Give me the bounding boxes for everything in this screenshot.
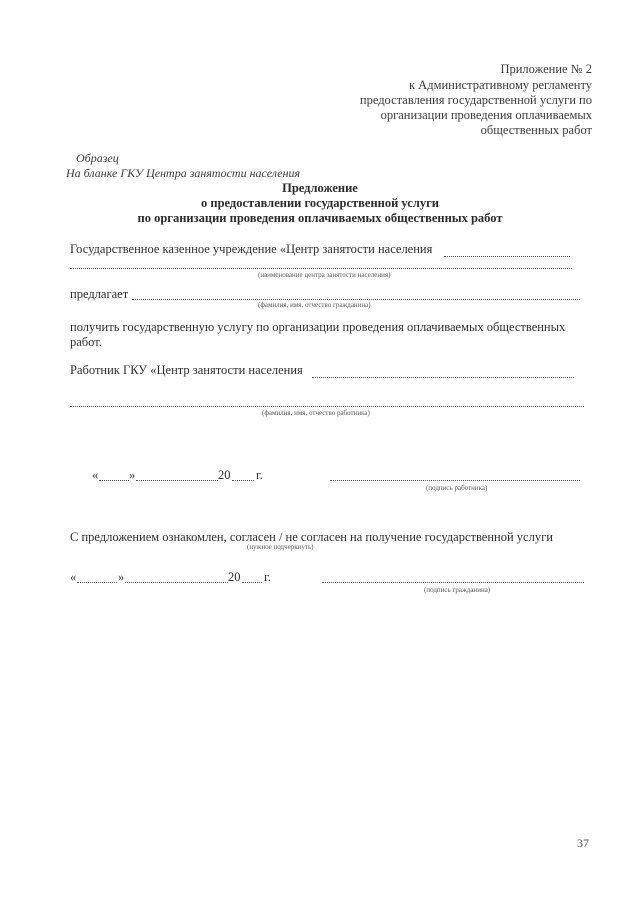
date-quote-close: » (129, 468, 136, 482)
date-year-line (232, 480, 254, 481)
sample-label: Образец (76, 151, 119, 165)
date-quote-open: « (92, 468, 99, 482)
institution-name-line (444, 256, 570, 257)
date-quote-close: » (118, 570, 125, 584)
worker-caption: (фамилия, имя, отчество работника) (262, 409, 370, 417)
appendix-reference: к Административному регламенту (408, 78, 592, 92)
letterhead-note: На бланке ГКУ Центра занятости населения (66, 166, 301, 180)
document-subtitle: о предоставлении государственной услуги (201, 196, 439, 210)
service-text: работ. (70, 335, 102, 349)
document-subtitle: по организации проведения оплачиваемых общественных работ (137, 211, 503, 225)
appendix-reference: предоставления государственной услуги по (359, 93, 592, 107)
institution-name-line (70, 268, 572, 269)
date-year-line (242, 582, 262, 583)
citizen-name-line (132, 299, 580, 300)
date-quote-open: « (70, 570, 77, 584)
service-text: получить государственную услугу по организации проведения оплачиваемых общественных (70, 320, 566, 334)
appendix-reference: общественных работ (480, 123, 592, 137)
worker-name-line (70, 406, 584, 407)
date-year-prefix: 20 (218, 468, 231, 482)
worker-signature-caption: (подпись работника) (426, 484, 488, 492)
agreement-caption: (нужное подчеркнуть) (247, 543, 314, 551)
date-year-suffix: г. (256, 468, 263, 482)
date-day-line (77, 582, 117, 583)
date-day-line (99, 480, 129, 481)
worker-signature-line (330, 480, 580, 481)
offers-label: предлагает (70, 287, 129, 301)
institution-text: Государственное казенное учреждение «Центр занятости населения (70, 242, 433, 256)
page-number: 37 (577, 836, 589, 850)
citizen-signature-caption: (подпись гражданина) (424, 586, 491, 594)
worker-text: Работник ГКУ «Центр занятости населения (70, 363, 303, 377)
agreement-text: С предложением ознакомлен, согласен / не согласен на получение государственной услуги (70, 530, 553, 544)
date-year-prefix: 20 (228, 570, 241, 584)
citizen-caption: (фамилия, имя, отчество гражданина) (258, 301, 371, 309)
appendix-number: Приложение № 2 (500, 62, 592, 76)
institution-caption: (наименование центра занятости населения) (258, 271, 391, 279)
date-month-line (125, 582, 228, 583)
worker-name-line (312, 377, 574, 378)
citizen-signature-line (322, 582, 584, 583)
date-month-line (136, 480, 218, 481)
document-title: Предложение (282, 181, 358, 195)
appendix-reference: организации проведения оплачиваемых (380, 108, 592, 122)
date-year-suffix: г. (264, 570, 271, 584)
